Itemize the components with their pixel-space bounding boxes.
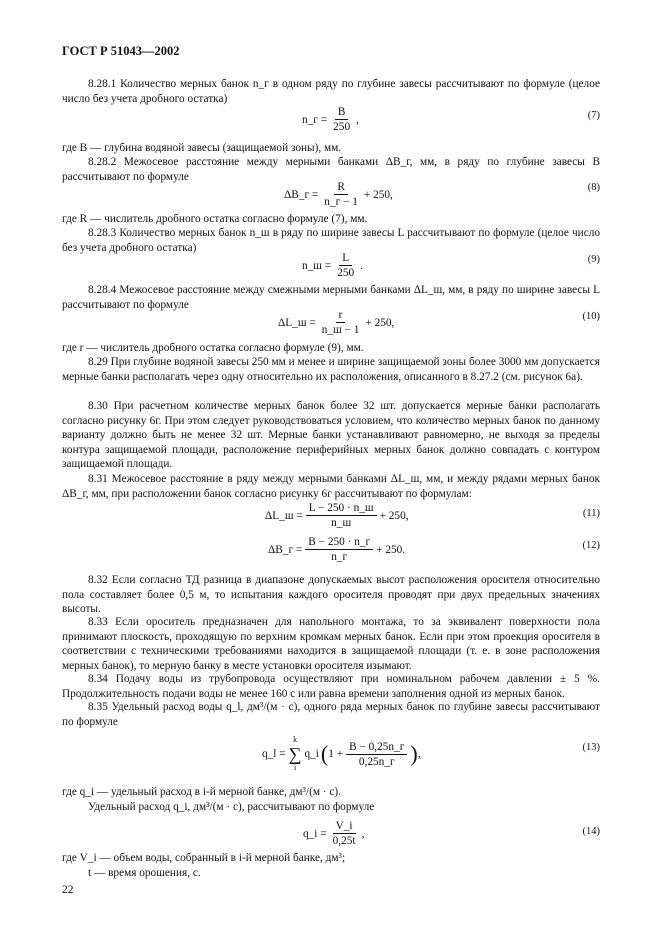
paragraph-8-28-4: 8.28.4 Межосевое расстояние между смежными мерными банками ΔL_ш, мм, в ряду по ширине завесы L рассчитывают по формуле: [62, 284, 600, 311]
equation-14: q_i = $\frac{V\_i}{0,25t}$ ,: [303, 820, 365, 847]
paragraph-8-28-2: 8.28.2 Межосевое расстояние между мерными банками ΔB_г, мм, в ряду по глубине завесы B рассчитывают по формуле: [62, 156, 600, 183]
equation-number-9: (9): [587, 254, 600, 265]
paragraph-where-qi: где q_i — удельный расход в i-й мерной банке, дм³/(м · с).: [62, 786, 341, 798]
paragraph-8-33: 8.33 Если ороситель предназначен для напольного монтажа, то за эквивалент поверхности пола принимают плоскость, проходящую по верхним кромкам мерных банок. Если при этом проекция оросителя в соответствии с техническими требованиями находится в защищаемой площади (т. е. в зоне расположения мерных банок), то мерную банку в месте установки оросителя изымают.: [62, 616, 600, 672]
equation-number-13: (13): [582, 742, 600, 753]
equation-13: q_l = k ∑ i q_i ( 1 + $\frac{B - 0,25n\_г}{0,25n\_г}$ ) ,: [262, 735, 421, 772]
page-number: 22: [62, 884, 74, 896]
equation-11: ΔL_ш = $\frac{L - 250 \cdot n\_ш}{n\_ш}$ + 250,: [265, 502, 409, 529]
paragraph-where-b: где B — глубина водяной завесы (защищаемой зоны), мм.: [62, 142, 342, 154]
sum-upper-limit: k: [293, 735, 298, 744]
paragraph-8-32: 8.32 Если согласно ТД разница в диапазоне допускаемых высот расположения оросителя относительно пола составляет более 0,5 м, то испытания каждого оросителя проводят при двух предельных значениях высоты.: [62, 574, 600, 616]
paragraph-8-31: 8.31 Межосевое расстояние в ряду между мерными банками ΔL_ш, мм, и между рядами мерных банок ΔB_г, мм, при расположении банок согласно рисунку 6г рассчитывают по формулам:: [62, 473, 600, 500]
sum-lower-limit: i: [293, 763, 297, 772]
equation-9: n_ш = $\frac{L}{250}$ .: [302, 252, 363, 279]
paragraph-where-vi: где V_i — объем воды, собранный в i-й мерной банке, дм³;: [62, 852, 346, 864]
equation-number-11: (11): [582, 508, 600, 519]
document-header: ГОСТ Р 51043—2002: [62, 44, 180, 58]
equation-10: ΔL_ш = $\frac{r}{n\_ш - 1}$ + 250,: [278, 309, 395, 336]
paragraph-qi-formula: Удельный расход q_i, дм³/(м · с), рассчитывают по формуле: [88, 801, 375, 813]
paragraph-8-35: 8.35 Удельный расход воды q_l, дм³/(м · с), одного ряда мерных банок по глубине завесы рассчитывают по формуле: [62, 701, 600, 728]
paragraph-8-34: 8.34 Подачу воды из трубопровода осуществляют при номинальном рабочем давлении ± 5 %. Продолжительность подачи воды не менее 160 с или равна времени заполнения одной из мерных банок.: [62, 673, 600, 700]
equation-number-12: (12): [582, 540, 600, 551]
equation-number-8: (8): [587, 182, 600, 193]
equation-number-14: (14): [582, 826, 600, 837]
equation-8: ΔB_г = $\frac{R}{n\_г - 1}$ + 250,: [284, 181, 393, 208]
equation-12: ΔB_г = $\frac{B - 250 \cdot n\_г}{n\_г}$ + 250.: [268, 536, 406, 563]
equation-number-7: (7): [587, 110, 600, 121]
paragraph-8-30: 8.30 При расчетном количестве мерных банок более 32 шт. допускается мерные банки располагать согласно рисунку 6г. При этом следует руководствоваться условием, что количество мерных банок по данному варианту должно быть не менее 32 шт. Мерные банки устанавливают равномерно, не выходя за пределы контура защищаемой площади, расположение периферийных мерных банок должно совпадать с контуром защищаемой площади.: [62, 400, 600, 471]
paragraph-8-29: 8.29 При глубине водяной завесы 250 мм и менее и ширине защищаемой зоны более 3000 мм допускается мерные банки располагать через одну относительно их расположения, описанного в 8.27.2 (см. рисунок 6а).: [62, 356, 600, 383]
equation-7: n_г = $\frac{B}{250}$ ,: [302, 106, 359, 133]
paragraph-8-28-3: 8.28.3 Количество мерных банок n_ш в ряду по ширине завесы L рассчитывают по формуле (целое число без учета дробного остатка): [62, 227, 600, 254]
paragraph-8-28-1: 8.28.1 Количество мерных банок n_г в одном ряду по глубине завесы рассчитывают по формуле (целое число без учета дробного остатка): [62, 78, 600, 105]
paragraph-where-small-r: где r — числитель дробного остатка согласно формуле (9), мм.: [62, 342, 364, 354]
sum-sign-icon: ∑: [288, 744, 302, 764]
paragraph-where-t: t — время орошения, с.: [88, 867, 201, 879]
paragraph-where-r: где R — числитель дробного остатка согласно формуле (7), мм.: [62, 213, 368, 225]
equation-number-10: (10): [582, 311, 600, 322]
